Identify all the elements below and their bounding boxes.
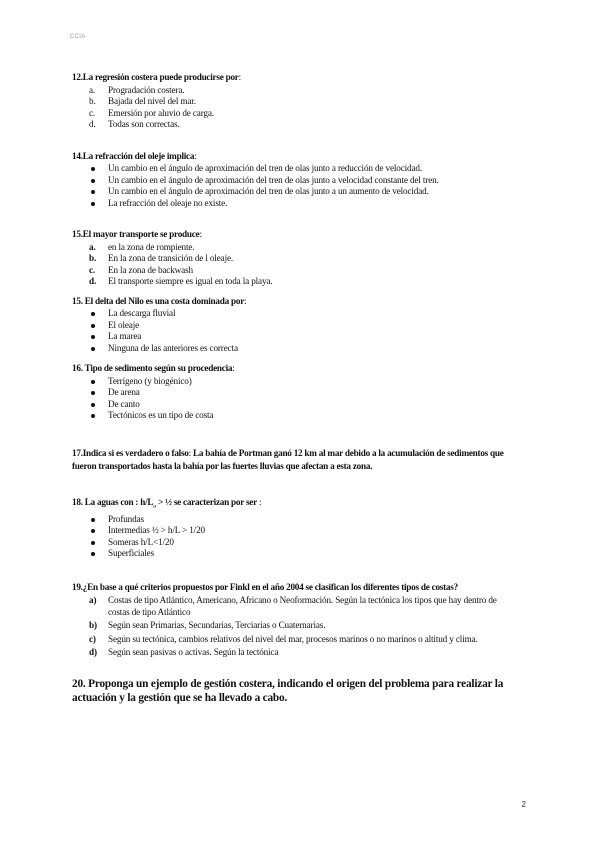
option-text: Someras h/L<1/20 xyxy=(108,536,174,547)
option-text: En la zona de backwash xyxy=(108,264,193,275)
exam-content xyxy=(72,72,520,705)
option-text: Todas son correctas. xyxy=(108,119,180,129)
bullet-icon xyxy=(91,324,95,328)
question-16-title-bold: 16. Tipo de sedimento según su procedencia xyxy=(72,363,233,373)
option-text: La refracción del oleaje no existe. xyxy=(108,197,228,208)
option-marker: c. xyxy=(89,107,96,118)
question-15b-options xyxy=(72,308,520,354)
question-15a-title-colon: : xyxy=(199,229,202,239)
question-16-options xyxy=(72,376,520,422)
option-12c xyxy=(72,108,520,120)
option-marker: b. xyxy=(89,253,97,263)
question-17-title xyxy=(72,447,520,473)
bullet-icon xyxy=(91,403,95,407)
option-15b-3 xyxy=(72,331,520,343)
option-16-1 xyxy=(72,376,520,388)
option-19c xyxy=(72,634,520,646)
option-text: Un cambio en el ángulo de aproximación del tren de olas junto a un aumento de velocidad. xyxy=(108,186,429,196)
question-15a-title xyxy=(72,229,520,241)
option-text: Terrígeno (y biogénico) xyxy=(108,375,192,386)
option-15a-d xyxy=(72,276,520,288)
question-17-title-bold: 17.Indica si es verdadero o falso xyxy=(72,447,189,458)
question-18-options xyxy=(72,514,520,560)
question-18-title-colon: : xyxy=(256,496,262,507)
question-18-subscript: o xyxy=(153,503,157,510)
option-text: Progradación costera. xyxy=(108,84,185,95)
option-text: Ninguna de las anteriores es correcta xyxy=(108,342,238,353)
question-16-title xyxy=(72,363,520,375)
option-14-2 xyxy=(72,175,520,187)
question-16 xyxy=(72,363,520,422)
question-15b-title-colon: : xyxy=(244,295,247,306)
question-19-title xyxy=(72,582,520,594)
option-marker: b. xyxy=(89,96,96,106)
page-number: 2 xyxy=(521,800,526,809)
question-17 xyxy=(72,447,520,473)
option-text: en la zona de rompiente. xyxy=(108,241,195,252)
question-15b xyxy=(72,296,520,355)
question-17-statement: La bahía de Portman ganó 12 km al mar debido a la acumulación de sedimentos que fueron transportados hasta la bahía por las fuertes lluvias que afectan a esta zona. xyxy=(72,447,504,471)
option-text: De arena xyxy=(108,387,140,397)
option-15a-a xyxy=(72,242,520,254)
question-12 xyxy=(72,72,520,131)
option-15b-1 xyxy=(72,308,520,320)
option-12a xyxy=(72,85,520,97)
question-14-title-colon: : xyxy=(194,150,197,161)
bullet-icon xyxy=(91,529,95,533)
bullet-icon xyxy=(91,541,95,545)
option-text: Bajada del nivel del mar. xyxy=(108,96,196,106)
option-text: Tectónicos es un tipo de costa xyxy=(108,410,214,420)
option-18-3 xyxy=(72,537,520,549)
option-marker: d. xyxy=(89,119,96,129)
question-15b-title-bold: 15. El delta del Nilo es una costa dominada por xyxy=(72,295,245,306)
option-text: Según sean pasivas o activas. Según la tectónica xyxy=(108,647,279,658)
bullet-icon xyxy=(91,347,95,351)
question-18 xyxy=(72,497,520,560)
option-marker: a. xyxy=(89,241,96,252)
question-15b-title xyxy=(72,296,520,308)
option-text: Según sean Primarias, Secundarias, Terciarias o Cuaternarias. xyxy=(108,620,326,631)
option-marker: c) xyxy=(89,633,96,644)
question-14 xyxy=(72,151,520,210)
question-14-options xyxy=(72,163,520,209)
question-14-title xyxy=(72,151,520,163)
option-18-4 xyxy=(72,548,520,560)
bullet-icon xyxy=(91,380,95,384)
option-text: Intermedias ½ > h/L > 1/20 xyxy=(108,525,205,536)
bullet-icon xyxy=(91,179,95,183)
option-15a-b xyxy=(72,253,520,265)
question-19 xyxy=(72,582,520,659)
option-19b xyxy=(72,620,520,632)
bullet-icon xyxy=(91,167,95,171)
option-text: Según su tectónica, cambios relativos del nivel del mar, procesos marinos o no marinos o altitud y clima. xyxy=(108,633,478,644)
bullet-icon xyxy=(91,202,95,206)
header-tag: CCIA xyxy=(70,34,86,40)
option-text: En la zona de transición de l oleaje. xyxy=(108,253,234,263)
option-marker: b) xyxy=(89,620,97,631)
question-20: 20. Proponga un ejemplo de gestión costera, indicando el origen del problema para realizar la actuación y la gestión que se ha llevado a cabo. xyxy=(72,677,504,704)
option-12b xyxy=(72,96,520,108)
bullet-icon xyxy=(91,518,95,522)
option-text: La marea xyxy=(108,331,142,341)
option-text: El transporte siempre es igual en toda la playa. xyxy=(108,276,273,286)
option-14-4 xyxy=(72,198,520,210)
question-18-title xyxy=(72,497,520,513)
option-18-2 xyxy=(72,525,520,537)
bullet-icon xyxy=(91,414,95,418)
option-text: Profundas xyxy=(108,513,144,524)
question-14-title-bold: 14.La refracción del oleje implica xyxy=(72,150,195,161)
option-marker: a) xyxy=(89,595,97,606)
question-18-title-bold-2: > ½ se caracterizan por ser xyxy=(156,496,257,507)
option-12d xyxy=(72,119,520,131)
question-15a-options xyxy=(72,242,520,288)
option-18-1 xyxy=(72,514,520,526)
option-19a xyxy=(72,595,520,618)
question-12-options xyxy=(72,85,520,131)
option-15b-4 xyxy=(72,343,520,355)
bullet-icon xyxy=(91,391,95,395)
question-15a xyxy=(72,229,520,288)
option-16-4 xyxy=(72,410,520,422)
question-12-title-colon: : xyxy=(238,72,241,82)
option-marker: c. xyxy=(89,264,96,275)
question-19-options xyxy=(72,595,520,659)
bullet-icon xyxy=(91,335,95,339)
bullet-icon xyxy=(91,190,95,194)
question-15a-title-bold: 15.El mayor transporte se produce xyxy=(72,229,200,239)
option-text: El oleaje xyxy=(108,319,140,330)
question-12-title-bold: 12.La regresión costera puede producirse por xyxy=(72,72,239,82)
option-19d xyxy=(72,647,520,659)
option-text: Costas de tipo Atlántico, Americano, Africano o Neoformación. Según la tectónica los tipos que hay dentro de costas de tipo Atlántico xyxy=(108,595,497,617)
question-16-title-colon: : xyxy=(232,363,235,373)
option-text: De canto xyxy=(108,398,140,409)
option-text: Un cambio en el ángulo de aproximación del tren de olas junto a velocidad constante del tren. xyxy=(108,174,439,185)
question-19-title-bold: 19.¿En base a qué criterios propuestos por Finkl en el año 2004 se clasifican los diferentes tipos de costas? xyxy=(72,581,458,592)
option-marker: a. xyxy=(89,84,96,95)
option-14-3 xyxy=(72,186,520,198)
bullet-icon xyxy=(91,552,95,556)
option-15b-2 xyxy=(72,320,520,332)
option-text: La descarga fluvial xyxy=(108,308,176,318)
option-text: Emersión por aluvio de carga. xyxy=(108,107,214,118)
question-12-title xyxy=(72,72,520,84)
question-18-title-bold: 18. La aguas con : h/L xyxy=(72,496,154,507)
option-marker: d) xyxy=(89,647,97,658)
question-17-title-colon: : xyxy=(188,447,193,458)
option-14-1 xyxy=(72,163,520,175)
option-16-2 xyxy=(72,387,520,399)
option-marker: d. xyxy=(89,276,97,286)
option-16-3 xyxy=(72,399,520,411)
option-text: Un cambio en el ángulo de aproximación del tren de olas junto a reducción de velocidad. xyxy=(108,163,423,173)
option-text: Superficiales xyxy=(108,548,155,559)
bullet-icon xyxy=(91,312,95,316)
option-15a-c xyxy=(72,265,520,277)
